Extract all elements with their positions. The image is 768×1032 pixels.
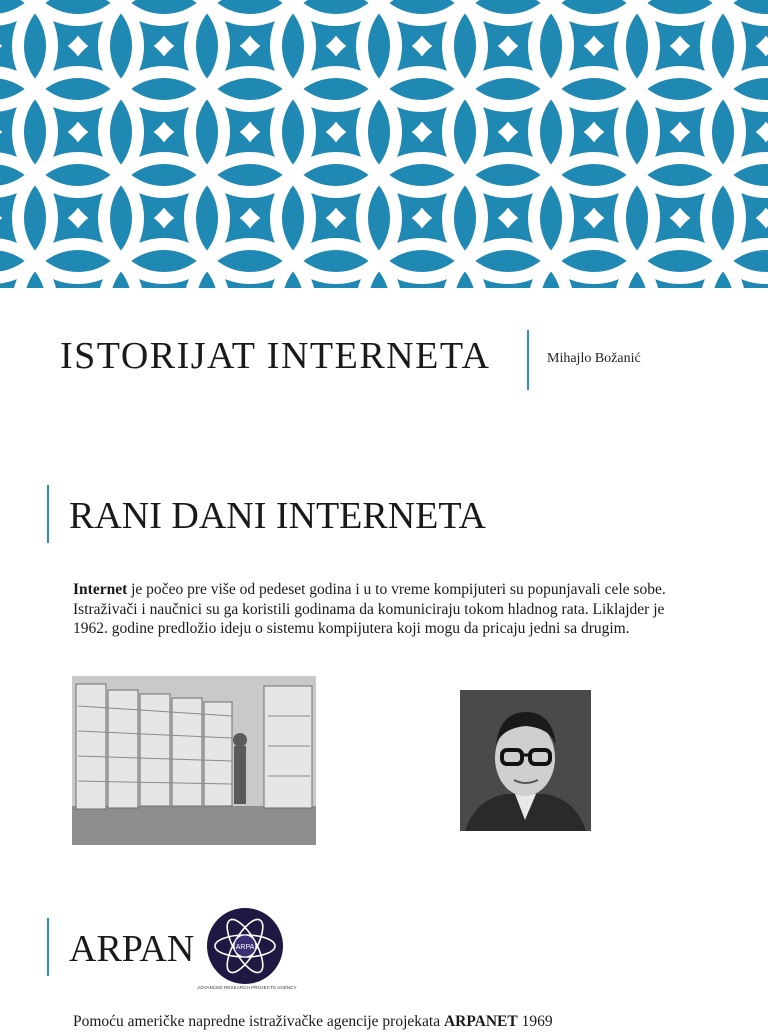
section-accent-bar-arpanet (47, 918, 49, 976)
arpa-logo (197, 905, 297, 995)
arpa-logo-caption: ADVANCED RESEARCH PROJECTS AGENCY (197, 985, 297, 990)
body-text-rest: je počeo pre više od pedeset godina i u to vreme kompijuteri su popunjavali cele sobe. Istraživači i naučnici su ga koristili godinama da komuniciraju tokom hladnog rata. Liklajder je 1962. godine predložio ideju o sistemu kompijutera koji mogu da pricaju jedni sa drugim. (73, 581, 666, 637)
early-computer-photo (72, 676, 316, 845)
body-bold-term: Internet (73, 581, 128, 598)
section-title-early-days: RANI DANI INTERNETA (69, 495, 486, 537)
patterned-banner (0, 0, 768, 288)
section-accent-bar (47, 485, 49, 543)
section-body-arpanet (73, 1012, 713, 1032)
title-accent-bar (527, 330, 529, 390)
arpanet-body-start: Pomoću američke napredne istraživačke agencije projekata (73, 1013, 444, 1030)
author-name: Mihajlo Božanić (547, 351, 641, 366)
section-title-arpanet: ARPAN (69, 928, 195, 970)
section-body-early-days (73, 580, 683, 639)
arpa-logo-text: ARPA (235, 944, 255, 951)
quatrefoil-pattern (0, 0, 768, 288)
arpanet-bold-term: ARPANET (443, 1013, 518, 1030)
portrait-photo (460, 690, 591, 831)
presentation-title: ISTORIJAT INTERNETA (60, 335, 491, 377)
arpanet-body-end: 1969 (517, 1013, 553, 1030)
